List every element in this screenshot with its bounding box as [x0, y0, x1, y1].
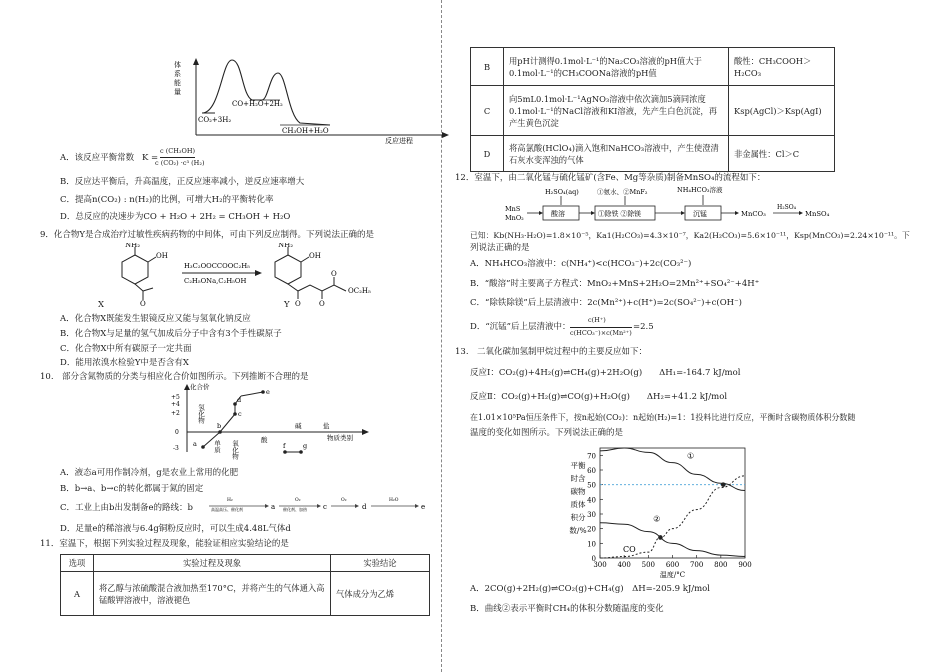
q11-table-part2: [470, 47, 835, 172]
q9-option-d: D．能用浓溴水检验Y中是否含有X: [60, 358, 189, 368]
svg-text:e: e: [266, 388, 270, 396]
y-axis-label-line: 数/%: [569, 526, 587, 535]
q11-row-d-opt: D: [471, 136, 504, 172]
svg-text:H₂: H₂: [227, 498, 233, 503]
volume-fraction-chart: [555, 440, 755, 580]
svg-text:能: 能: [174, 79, 181, 87]
q11-stem: 11．室温下，根据下列实验过程及现象，能验证相应实验结论的是: [40, 539, 289, 549]
svg-text:H₂SO₄(aq): H₂SO₄(aq): [545, 188, 579, 196]
q12-known-cont: 列说法正确的是: [470, 243, 530, 253]
q13-option-a: A．2CO(g)+2H₂(g)⇌CO₂(g)+CH₄(g) ΔH=-205.9 kJ/mol: [470, 584, 711, 594]
q11-row-a-opt: A: [61, 572, 94, 616]
annotation-1: ①: [687, 451, 695, 461]
y-tick-label: 40: [587, 496, 596, 505]
q11-row-b-concl: 酸性：CH₃COOH＞H₂CO₃: [729, 48, 835, 86]
svg-text:氢化物: 氢化物: [197, 404, 205, 424]
q9-label-x: X: [98, 300, 105, 310]
svg-text:NH₂: NH₂: [278, 243, 294, 249]
intersection-point-1: [721, 482, 726, 487]
q8-option-a: A．该反应平衡常数: [60, 153, 135, 163]
svg-text:盐: 盐: [323, 422, 330, 430]
q12-d-numerator: c(H⁺): [588, 316, 606, 324]
y-axis-label-line: 质体: [570, 500, 586, 509]
q8-k-numerator: c (CH₃OH): [160, 146, 195, 158]
svg-text:C₂H₅ONa,C₂H₅OH: C₂H₅ONa,C₂H₅OH: [184, 277, 247, 285]
q11-row-c-concl: Ksp(AgCl)＞Ksp(AgI): [729, 86, 835, 136]
svg-text:a: a: [193, 440, 197, 448]
q9-stem: 9．化合物Y是合成治疗过敏性疾病药物的中间体，可由下列反应制得。下列说法正确的是: [40, 230, 375, 240]
svg-text:物质类别: 物质类别: [327, 434, 353, 442]
q12-d-denominator: c(HCO₃⁻)×c(Mn²⁺): [570, 329, 632, 337]
energy-axis-label: 体: [174, 61, 181, 69]
svg-text:MnCO₃: MnCO₃: [741, 210, 766, 218]
svg-text:d: d: [362, 503, 367, 511]
q12-flowchart: [505, 185, 845, 230]
svg-text:H₂SO₄: H₂SO₄: [777, 204, 797, 211]
q10-route: [207, 494, 437, 514]
svg-text:NH₂: NH₂: [125, 243, 141, 249]
q9-option-c: C．化合物X中所有碳原子一定共面: [60, 344, 192, 354]
y-tick-label: 50: [587, 481, 596, 490]
q12-option-c: C．“除铁除镁”后上层清液中：2c(Mn²⁺)+c(H⁺)=2c(SO₄²⁻)+c(OH⁻): [470, 298, 742, 308]
annotation-2: ②: [653, 514, 661, 524]
svg-text:OH: OH: [156, 252, 168, 260]
x-tick-label: 300: [593, 561, 607, 569]
q9-reaction-scheme: [110, 243, 410, 308]
svg-text:氧化物: 氧化物: [231, 440, 239, 460]
q13-reaction-1: 反应Ⅰ：CO₂(g)+4H₂(g)⇌CH₄(g)+2H₂O(g) ΔH₁=-164.7 kJ/mol: [470, 368, 741, 378]
energy-diagram: [170, 55, 450, 145]
q11-table-part1: [60, 554, 430, 616]
q11-row-b-proc: 用pH计测得0.1mol·L⁻¹的Na₂CO₃溶液的pH值大于0.1mol·L⁻¹的CH₃COONa溶液的pH值: [504, 48, 729, 86]
label-mid: CO+H₂O+2H₂: [232, 100, 283, 108]
y-axis-label-line: 时含: [570, 474, 586, 483]
q11-row-d-concl: 非金属性：Cl＞C: [729, 136, 835, 172]
nitrogen-valence-diagram: [165, 382, 385, 464]
svg-text:量: 量: [174, 88, 181, 96]
svg-text:O: O: [319, 300, 325, 308]
svg-text:O: O: [140, 300, 146, 308]
svg-text:b: b: [217, 422, 222, 430]
svg-text:沉锰: 沉锰: [693, 210, 707, 218]
svg-text:MnO₂: MnO₂: [505, 214, 524, 222]
q11-header-conclusion: 实验结论: [331, 555, 430, 572]
svg-text:酸: 酸: [261, 436, 268, 444]
svg-text:d: d: [237, 396, 242, 404]
q12-option-b: B．“酸溶”时主要离子方程式：MnO₂+MnS+2H₂O=2Mn²⁺+SO₄²⁻+4H⁺: [470, 279, 760, 289]
svg-text:NH₄HCO₃溶液: NH₄HCO₃溶液: [677, 186, 723, 194]
svg-text:+4: +4: [171, 401, 180, 408]
svg-text:f: f: [283, 442, 286, 450]
q12-known: 已知：Kb(NH₃·H₂O)=1.8×10⁻⁵，Ka1(H₂CO₃)=4.3×10⁻⁷，Ka2(H₂CO₃)=5.6×10⁻¹¹，Ksp(MnCO₃)=2.24×10⁻¹¹。下: [470, 231, 910, 240]
svg-text:系: 系: [174, 70, 181, 78]
q8-option-d: D．总反应的决速步为CO + H₂O + 2H₂ = CH₃OH + H₂O: [60, 212, 291, 222]
svg-text:酸溶: 酸溶: [551, 210, 565, 218]
svg-text:催化剂、加热: 催化剂、加热: [283, 507, 307, 512]
q13-condition-cont: 温度的变化如图所示。下列说法正确的是: [470, 428, 624, 438]
q10-option-a: A．液态a可用作制冷剂，g是农业上常用的化肥: [60, 468, 239, 478]
q12-option-a: A．NH₄HCO₃溶液中：c(NH₄⁺)<c(HCO₃⁻)+2c(CO₃²⁻): [470, 259, 692, 269]
q9-label-y: Y: [284, 300, 290, 310]
svg-text:OH: OH: [309, 252, 321, 260]
x-tick-label: 700: [689, 561, 704, 569]
q13-option-b: B．曲线②表示平衡时CH₄的体积分数随温度的变化: [470, 604, 664, 614]
annotation-co: CO: [622, 545, 636, 555]
x-tick-label: 800: [714, 561, 728, 569]
x-tick-label: 500: [641, 561, 656, 569]
q11-row-c-proc: 向5mL0.1mol·L⁻¹AgNO₃溶液中依次滴加5滴同浓度0.1mol·L⁻¹的NaCl溶液和KI溶液，先产生白色沉淀，再产生黄色沉淀: [504, 86, 729, 136]
q10-stem: 10. 部分含氮物质的分类与相应化合价如图所示。下列推断不合理的是: [40, 372, 309, 382]
svg-text:H₃C₂OOCCOOC₂H₅: H₃C₂OOCCOOC₂H₅: [184, 262, 250, 270]
svg-text:H₂O: H₂O: [389, 498, 399, 503]
x-tick-label: 600: [665, 561, 680, 569]
plot-frame: [600, 448, 745, 558]
q10-option-c: C．工业上由b出发制备e的路线：b: [60, 503, 193, 513]
svg-text:单质: 单质: [213, 440, 221, 453]
x-axis-label: 温度/°C: [659, 571, 686, 579]
left-column: [40, 0, 430, 672]
label-start: CO₂+3H₂: [198, 116, 232, 124]
y-tick-label: 10: [587, 540, 596, 549]
svg-text:O₂: O₂: [295, 498, 301, 503]
y-tick-label: 30: [587, 511, 596, 519]
svg-text:g: g: [303, 442, 308, 450]
y-axis-label-line: 平衡: [570, 461, 586, 470]
q11-header-process: 实验过程及现象: [94, 555, 331, 572]
q10-option-d: D．足量e的稀溶液与6.4g铜粉反应时，可以生成4.48L气体d: [60, 524, 291, 534]
q11-header-option: 选项: [61, 555, 94, 572]
x-tick-label: 400: [617, 561, 631, 569]
svg-text:O: O: [295, 300, 301, 308]
q11-row-b-opt: B: [471, 48, 504, 86]
q11-row-a-concl: 气体成分为乙烯: [331, 572, 430, 616]
q8-option-c: C．提高n(CO₂) : n(H₂)的比例，可增大H₂的平衡转化率: [60, 195, 274, 205]
label-end: CH₃OH+H₂O: [282, 127, 329, 135]
q11-row-d-proc: 将高氯酸(HClO₄)滴入饱和NaHCO₃溶液中，产生使澄清石灰水变浑浊的气体: [504, 136, 729, 172]
q12-option-d: D．“沉锰”后上层清液中：: [470, 322, 571, 332]
svg-text:化合价: 化合价: [190, 383, 210, 391]
svg-text:高温高压、催化剂: 高温高压、催化剂: [211, 507, 243, 512]
y-tick-label: 0: [591, 555, 596, 563]
svg-text:MnSO₄: MnSO₄: [805, 210, 830, 218]
q8-k-denominator: c (CO₂) ·c³ (H₂): [155, 159, 205, 167]
q11-row-a-proc: 将乙醇与浓硫酸混合液加热至170°C，并将产生的气体通入高锰酸钾溶液中，溶液褪色: [94, 572, 331, 616]
intersection-point-2: [658, 535, 663, 540]
q11-row-c-opt: C: [471, 86, 504, 136]
x-tick-label: 900: [738, 561, 752, 569]
svg-text:O: O: [331, 270, 337, 278]
svg-text:碱: 碱: [295, 422, 302, 430]
q10-option-b: B．b→a、b→c的转化都属于氮的固定: [60, 484, 204, 494]
reaction-axis-label: 反应进程: [385, 137, 413, 145]
q12-d-value: =2.5: [633, 322, 654, 332]
svg-text:c: c: [323, 503, 327, 511]
svg-text:MnS: MnS: [505, 205, 521, 213]
y-tick-label: 70: [587, 452, 596, 461]
svg-text:0: 0: [175, 429, 179, 436]
svg-text:-3: -3: [173, 445, 179, 452]
q9-option-a: A．化合物X既能发生银镜反应又能与氢氧化钠反应: [60, 314, 251, 324]
q12-stem: 12．室温下，由二氧化锰与硫化锰矿(含Fe、Mg等杂质)制备MnSO₄的流程如下：: [455, 173, 766, 183]
series-line-2: [600, 523, 745, 557]
svg-text:①氨水、②MnF₂: ①氨水、②MnF₂: [597, 188, 648, 196]
svg-text:c: c: [238, 410, 242, 418]
series-line-3: [600, 476, 745, 558]
svg-text:①除铁 ②除镁: ①除铁 ②除镁: [598, 210, 641, 218]
svg-text:O₂: O₂: [341, 498, 347, 503]
q13-condition: 在1.01×10⁵Pa恒压条件下，按n起始(CO₂)：n起始(H₂)=1：1投料比进行反应，平衡时含碳物质体积分数随: [470, 413, 856, 422]
q9-option-b: B．化合物X与足量的氢气加成后分子中含有3个手性碳原子: [60, 329, 282, 339]
q13-reaction-2: 反应Ⅱ：CO₂(g)+H₂(g)⇌CO(g)+H₂O(g) ΔH₂=+41.2 kJ/mol: [470, 392, 728, 402]
y-axis-label-line: 碳物: [570, 487, 586, 496]
q8-k-symbol: K =: [142, 153, 159, 163]
svg-text:e: e: [421, 503, 426, 511]
svg-text:a: a: [271, 503, 276, 511]
svg-text:+5: +5: [171, 394, 180, 401]
y-axis-label-line: 积分: [570, 513, 586, 522]
svg-text:OC₂H₅: OC₂H₅: [348, 287, 371, 295]
q8-option-b: B．反应达平衡后，升高温度，正反应速率减小，逆反应速率增大: [60, 177, 305, 187]
y-tick-label: 20: [587, 525, 596, 534]
q13-stem: 13. 二氧化碳加氢制甲烷过程中的主要反应如下：: [455, 347, 648, 357]
y-tick-label: 60: [587, 467, 596, 475]
svg-text:+2: +2: [171, 410, 180, 417]
right-column: [455, 0, 915, 672]
